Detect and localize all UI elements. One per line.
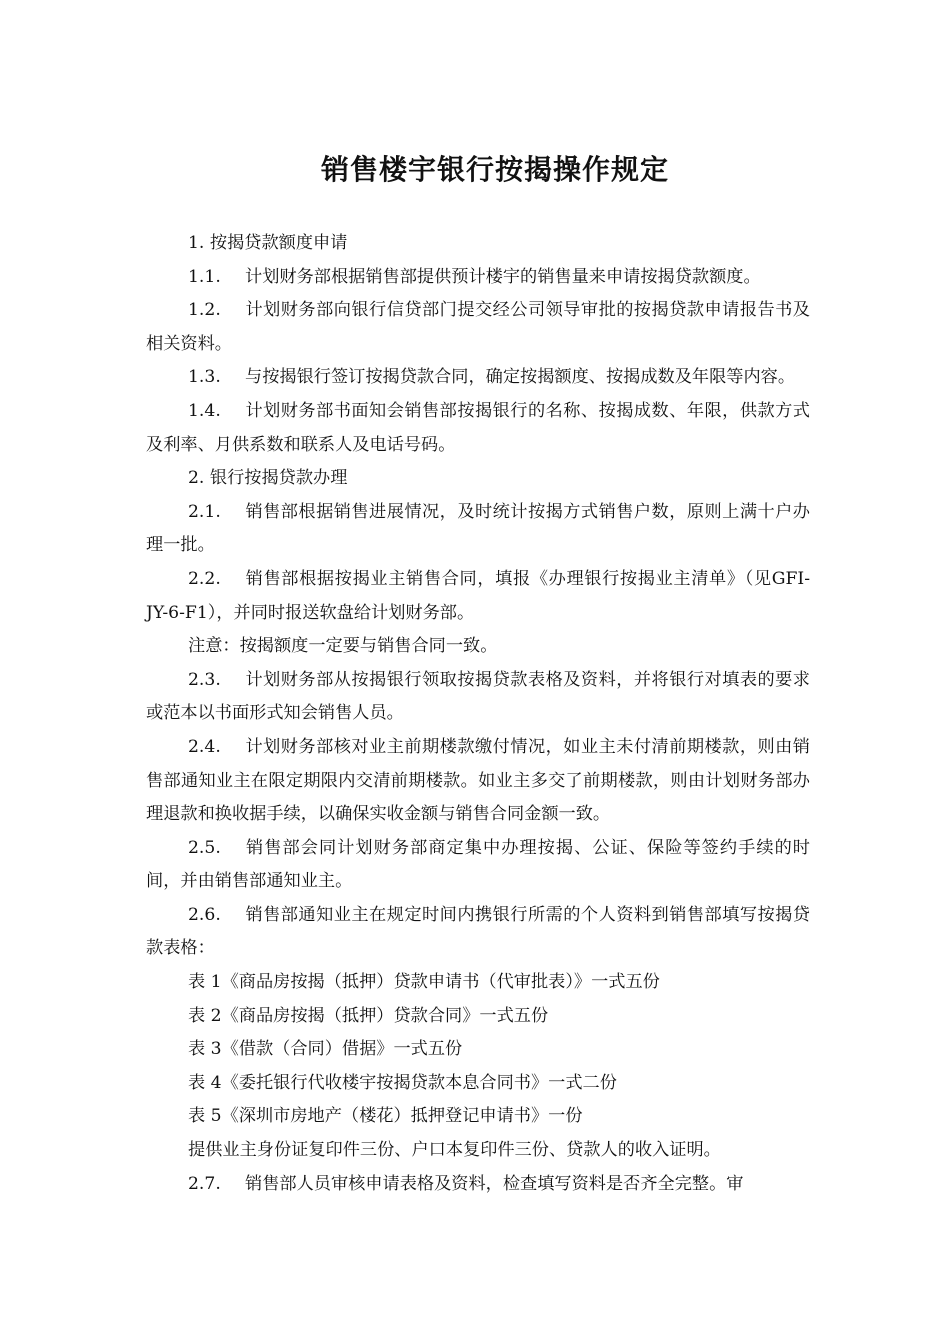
paragraph-2 [146, 462, 810, 496]
form-item-4 [146, 1067, 810, 1101]
paragraph-note [146, 630, 810, 664]
paragraph-number: 2.6. [188, 904, 221, 925]
paragraph-text: 计划财务部核对业主前期楼款缴付情况，如业主未付清前期楼款，则由销售部通知业主在限定期限内交清前期楼款。如业主多交了前期楼款，则由计划财务部办理退款和换收据手续，以确保实收金额与销售合同金额一致。 [146, 736, 810, 825]
paragraph-text: 表 1《商品房按揭（抵押）贷款申请书（代审批表）》一式五份 [188, 972, 660, 993]
paragraph-2-6 [146, 899, 810, 966]
form-item-3 [146, 1033, 810, 1067]
paragraph-number: 1.3. [188, 367, 221, 388]
paragraph-1-2 [146, 294, 810, 361]
paragraph-text: 与按揭银行签订按揭贷款合同，确定按揭额度、按揭成数及年限等内容。 [245, 367, 796, 388]
paragraph-number: 1.2. [188, 300, 221, 321]
paragraph-text: 表 3《借款（合同）借据》一式五份 [188, 1039, 463, 1060]
paragraph-text: 提供业主身份证复印件三份、户口本复印件三份、贷款人的收入证明。 [188, 1140, 721, 1161]
paragraph-text: 计划财务部向银行信贷部门提交经公司领导审批的按揭贷款申请报告书及相关资料。 [146, 300, 810, 354]
paragraph-2-7 [146, 1168, 810, 1202]
paragraph-number: 2. [188, 468, 205, 489]
paragraph-1-1 [146, 261, 810, 295]
paragraph-1 [146, 227, 810, 261]
paragraph-text: 表 2《商品房按揭（抵押）贷款合同》一式五份 [188, 1005, 549, 1026]
paragraph-number: 1.1. [188, 266, 221, 287]
paragraph-2-1 [146, 496, 810, 563]
paragraph-number: 2.3. [188, 669, 221, 690]
paragraph-number: 2.4. [188, 736, 221, 757]
paragraph-text: 计划财务部从按揭银行领取按揭贷款表格及资料，并将银行对填表的要求或范本以书面形式知会销售人员。 [146, 669, 810, 724]
paragraph-text: 销售部会同计划财务部商定集中办理按揭、公证、保险等签约手续的时间，并由销售部通知业主。 [146, 837, 810, 892]
paragraph-documents [146, 1134, 810, 1168]
form-item-2 [146, 1000, 810, 1034]
form-item-1 [146, 966, 810, 1000]
paragraph-number: 2.2. [188, 568, 221, 589]
paragraph-text: 销售部根据销售进展情况，及时统计按揭方式销售户数，原则上满十户办理一批。 [146, 501, 810, 556]
paragraph-text: 计划财务部根据销售部提供预计楼宇的销售量来申请按揭贷款额度。 [245, 266, 761, 287]
paragraph-text: 销售部人员审核申请表格及资料，检查填写资料是否齐全完整。审 [245, 1173, 744, 1194]
paragraph-1-3 [146, 361, 810, 395]
paragraph-2-2 [146, 563, 810, 630]
paragraph-number: 1.4. [188, 400, 221, 421]
paragraph-text: 销售部根据按揭业主销售合同，填报《办理银行按揭业主清单》（见GFI-JY-6-F1），并同时报送软盘给计划财务部。 [146, 568, 810, 623]
paragraph-1-4 [146, 395, 810, 462]
paragraph-text: 银行按揭贷款办理 [209, 468, 348, 489]
paragraph-text: 表 5《深圳市房地产（楼花）抵押登记申请书》一份 [188, 1106, 583, 1127]
paragraph-text: 销售部通知业主在规定时间内携银行所需的个人资料到销售部填写按揭贷款表格： [146, 904, 810, 959]
document-body [146, 227, 810, 1201]
paragraph-2-3 [146, 664, 810, 731]
document-title: 销售楼宇银行按揭操作规定 [320, 153, 669, 186]
paragraph-2-5 [146, 832, 810, 899]
paragraph-number: 1. [188, 233, 205, 253]
paragraph-text: 注意：按揭额度一定要与销售合同一致。 [188, 636, 498, 657]
paragraph-text: 按揭贷款额度申请 [209, 233, 348, 253]
paragraph-number: 2.7. [188, 1173, 221, 1194]
paragraph-2-4 [146, 731, 810, 832]
paragraph-number: 2.1. [188, 501, 221, 522]
paragraph-number: 2.5. [188, 837, 221, 858]
paragraph-text: 计划财务部书面知会销售部按揭银行的名称、按揭成数、年限，供款方式及利率、月供系数和联系人及电话号码。 [146, 400, 810, 455]
paragraph-text: 表 4《委托银行代收楼宇按揭贷款本息合同书》一式二份 [188, 1072, 617, 1093]
form-item-5 [146, 1100, 810, 1134]
